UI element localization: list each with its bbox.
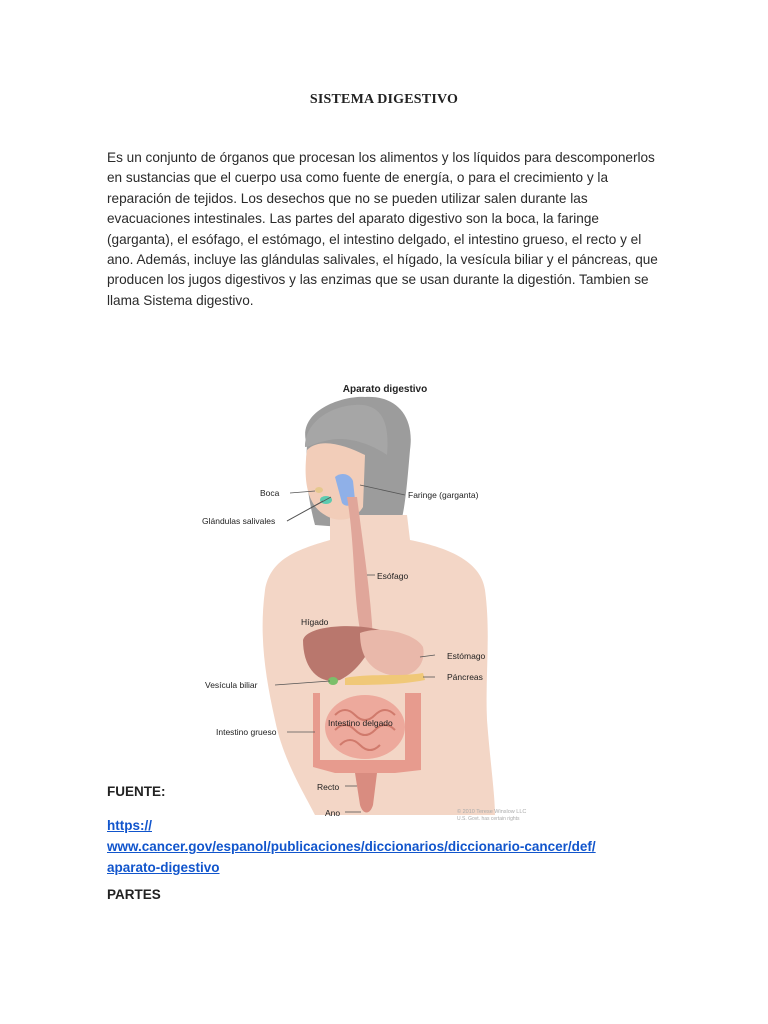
label-intestino-delgado: Intestino delgado — [328, 718, 393, 728]
source-link-line-1: https:// — [107, 818, 152, 833]
label-faringe: Faringe (garganta) — [408, 490, 479, 500]
copyright-text-2: U.S. Govt. has certain rights — [457, 816, 520, 822]
label-estomago: Estómago — [447, 651, 486, 661]
parts-heading: PARTES — [107, 887, 161, 902]
label-pancreas: Páncreas — [447, 672, 483, 682]
source-link-line-2: www.cancer.gov/espanol/publicaciones/diccionarios/diccionario-cancer/def/ — [107, 839, 596, 854]
label-recto: Recto — [317, 782, 340, 792]
intro-paragraph: Es un conjunto de órganos que procesan los alimentos y los líquidos para descomponerlos en sustancias que el cuerpo usa como fuente de energía, o para el crecimiento y la reparación de tejidos. Los desechos que no se pueden utilizar salen durante las evacuaciones intestinales. Las partes del aparato digestivo son la boca, la faringe (garganta), el esófago, el estómago, el intestino delgado, el intestino grueso, el recto y el ano. Además, incluye las glándulas salivales, el hígado, la vesícula biliar y el páncreas, que producen los jugos digestivos y las enzimas que se usan durante la digestión. Tambien se llama Sistema digestivo. — [107, 150, 658, 308]
source-link[interactable] — [107, 815, 667, 878]
digestive-system-illustration — [195, 375, 575, 825]
mouth-shape — [315, 487, 323, 493]
label-glandulas: Glándulas salivales — [202, 516, 276, 526]
label-ano: Ano — [325, 808, 341, 818]
figure-title: Aparato digestivo — [342, 384, 428, 395]
label-intestino-grueso: Intestino grueso — [216, 727, 277, 737]
label-vesicula: Vesícula biliar — [205, 680, 258, 690]
anatomy-diagram — [195, 375, 575, 825]
source-label: FUENTE: — [107, 784, 166, 799]
source-link-line-3: aparato-digestivo — [107, 860, 220, 875]
label-boca: Boca — [260, 488, 280, 498]
label-esofago: Esófago — [377, 571, 409, 581]
label-higado: Hígado — [301, 617, 329, 627]
document-title: SISTEMA DIGESTIVO — [309, 92, 459, 107]
copyright-text: © 2010 Terese Winslow LLC — [457, 809, 527, 815]
